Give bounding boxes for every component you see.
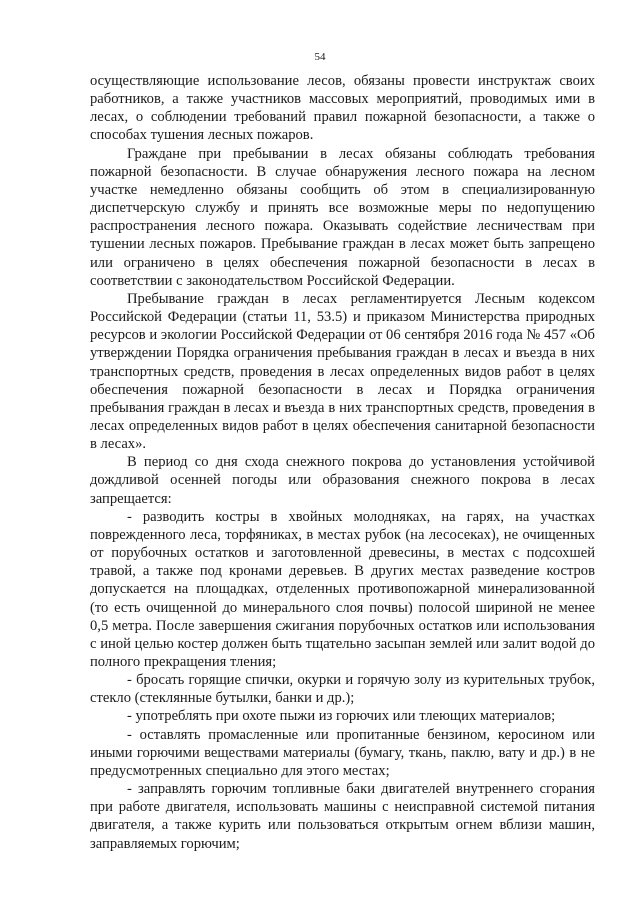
document-body xyxy=(90,72,595,853)
prohibition-item-matches: - бросать горящие спички, окурки и горячую золу из курительных трубок, стекло (стеклянные бутылки, банки и др.); xyxy=(90,672,595,707)
prohibition-item-refueling: - заправлять горючим топливные баки двигателей внутреннего сгорания при работе двигателя, использовать машины с неисправной системой питания двигателя, а также курить или пользоваться открытым огнем вблизи машин, заправляемых горючим; xyxy=(90,781,595,852)
paragraph-instruction-duty: осуществляющие использование лесов, обязаны провести инструктаж своих работников, а также участников массовых мероприятий, проводимых ими в лесах, о соблюдении требований правил пожарной безопасности, а также о способах тушения лесных пожаров. xyxy=(90,73,595,144)
prohibition-item-wads: - употреблять при охоте пыжи из горючих или тлеющих материалов; xyxy=(127,708,556,725)
paragraph-legal-basis: Пребывание граждан в лесах регламентируется Лесным кодексом Российской Федерации (статьи 11, 53.5) и приказом Министерства природных ресурсов и экологии Российской Федерации от 06 сентября 2016 года № 457 «Об утверждении Порядка ограничения пребывания граждан в лесах и въезда в них транспортных средств, проведения в лесах определенных видов работ в целях обеспечения пожарной безопасности в лесах и Порядка ограничения пребывания граждан в лесах и въезда в них транспортных средств, проведения в лесах определенных видов работ в целях обеспечения санитарной безопасности в лесах». xyxy=(90,290,595,453)
page-number: 54 xyxy=(314,51,326,63)
paragraph-fire-season-intro: В период со дня схода снежного покрова до установления устойчивой дождливой осенней погоды или образования снежного покрова в лесах запрещается: xyxy=(90,454,595,507)
paragraph-citizen-duties: Граждане при пребывании в лесах обязаны соблюдать требования пожарной безопасности. В случае обнаружения лесного пожара на лесном участке немедленно обязаны сообщить об этом в специализированную диспетчерскую службу и принять все возможные меры по недопущению распространения лесного пожара. Оказывать содействие лесничествам при тушении лесных пожаров. Пребывание граждан в лесах может быть запрещено или ограничено в целях обеспечения пожарной безопасности в лесах в соответствии с законодательством Российской Федерации. xyxy=(90,145,595,289)
prohibition-item-campfires: - разводить костры в хвойных молодняках, на гарях, на участках поврежденного леса, торфяниках, в местах рубок (на лесосеках), не очищенных от порубочных остатков и заготовленной древесины, в местах с подсохшей травой, а также под кронами деревьев. В других местах разведение костров допускается на площадках, отделенных противопожарной минерализованной (то есть очищенной до минерального слоя почвы) полосой шириной не менее 0,5 метра. После завершения сжигания порубочных остатков или использования с иной целью костер должен быть тщательно засыпан землей или залит водой до полного прекращения тления; xyxy=(90,508,595,670)
prohibition-item-oily-materials: - оставлять промасленные или пропитанные бензином, керосином или иными горючими веществами материалы (бумагу, ткань, паклю, вату и др.) в не предусмотренных специально для этого местах; xyxy=(90,726,595,779)
